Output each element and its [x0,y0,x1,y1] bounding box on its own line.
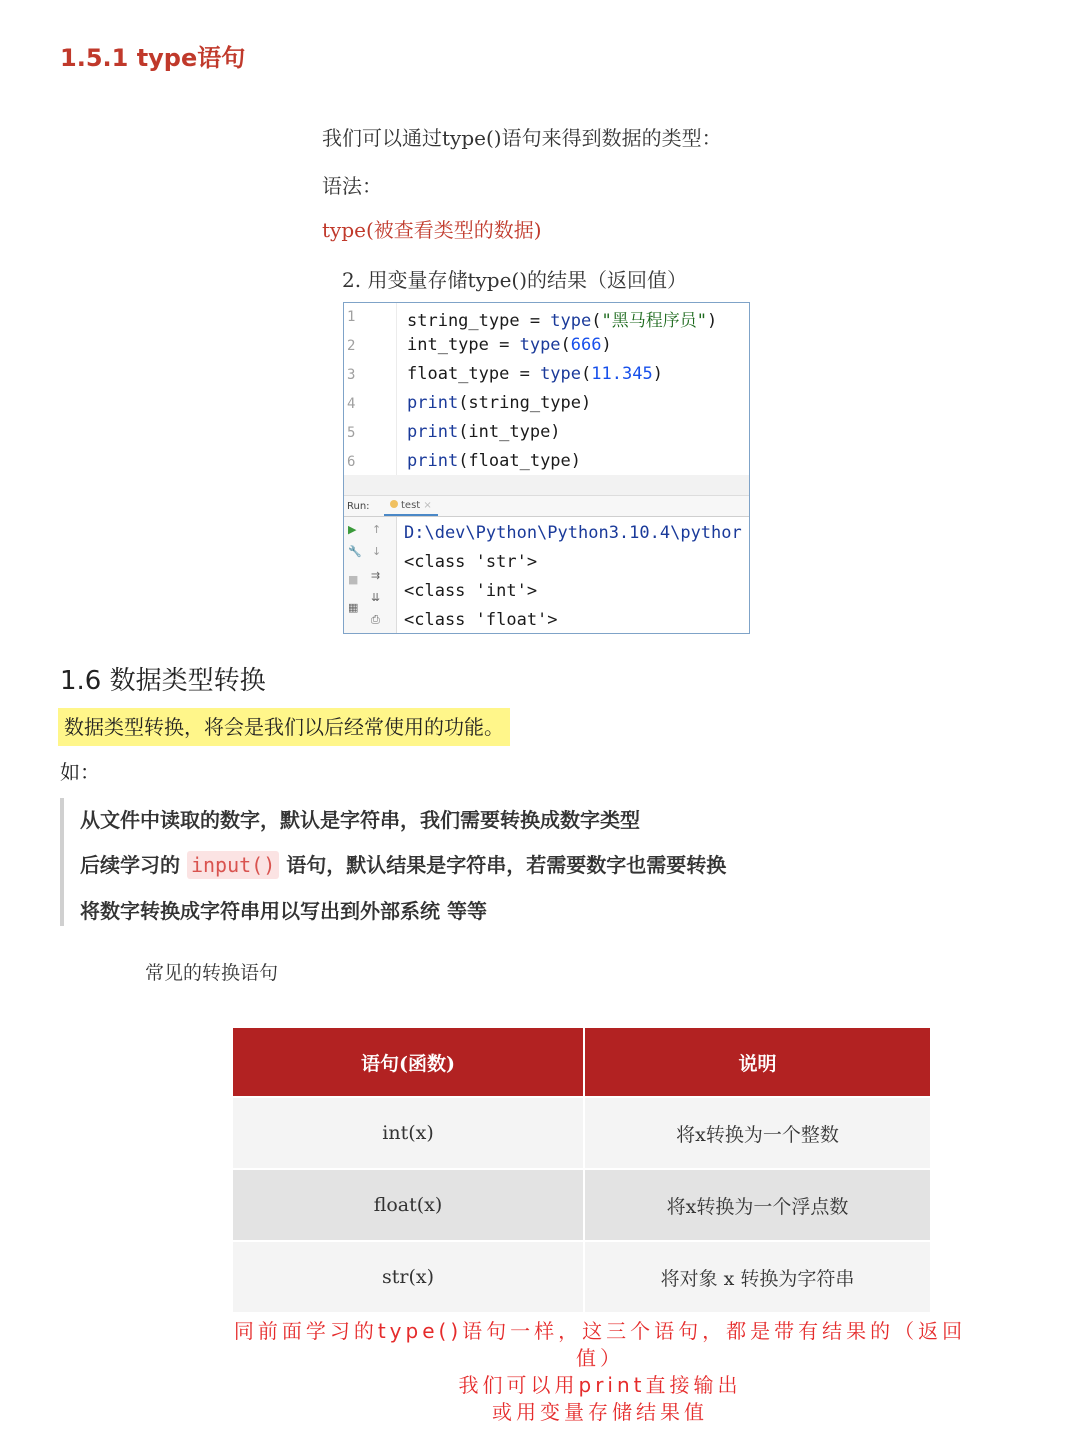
wrap-icon[interactable]: ⇉ [371,569,381,582]
line-number-gutter [344,303,397,475]
syntax-example: type(被查看类型的数据) [322,218,542,242]
output-line: <class 'float'> [404,610,558,630]
line-number: 3 [347,367,356,383]
handwritten-note [230,1318,970,1426]
python-file-icon [390,500,398,508]
example-label: 如： [60,760,100,784]
ide-screenshot [343,302,750,634]
scroll-end-icon[interactable]: ⇊ [371,591,381,604]
blockquote-bar [60,798,64,926]
table-cell: str(x) [233,1241,584,1312]
inline-code: input() [187,851,279,879]
line-number: 2 [347,338,356,354]
wrench-icon[interactable]: 🔧 [348,545,362,558]
note-line: 同前面学习的type()语句一样，这三个语句，都是带有结果的（返回值） [233,1319,967,1370]
output-line: <class 'str'> [404,552,538,572]
syntax-label: 语法： [322,174,382,198]
table-header: 说明 [584,1028,930,1097]
run-icon[interactable]: ▶ [348,523,357,536]
intro-text: 我们可以通过type()语句来得到数据的类型： [322,126,722,150]
line-number: 1 [347,309,356,325]
quote-line: 从文件中读取的数字，默认是字符串，我们需要转换成数字类型 [80,808,640,832]
close-icon[interactable]: × [423,500,432,511]
quote-line: 后续学习的 input() 语句，默认结果是字符串，若需要数字也需要转换 [80,853,727,877]
stop-icon[interactable]: ■ [348,573,359,586]
arrow-up-icon[interactable]: ↑ [372,523,382,536]
editor-divider [344,475,749,496]
table-cell: 将x转换为一个浮点数 [584,1169,930,1241]
table-row [233,1097,930,1169]
line-number: 4 [347,396,356,412]
table-cell: float(x) [233,1169,584,1241]
table-cell: 将对象 x 转换为字符串 [584,1241,930,1312]
note-line: 我们可以用print直接输出 [458,1373,742,1397]
line-number: 6 [347,454,356,470]
code-line: print(int_type) [407,422,561,442]
run-label: Run: [347,501,370,512]
print-icon[interactable]: ⎙ [371,613,380,626]
layout-icon[interactable]: ▦ [348,601,359,614]
section-title-type: 1.5.1 type语句 [60,44,246,72]
section-title-conversion: 1.6 数据类型转换 [60,666,266,696]
highlighted-text: 数据类型转换，将会是我们以后经常使用的功能。 [58,708,510,746]
output-line: <class 'int'> [404,581,538,601]
arrow-down-icon[interactable]: ↓ [372,545,382,558]
line-number: 5 [347,425,356,441]
note-line: 或用变量存储结果值 [492,1400,708,1424]
code-line: print(float_type) [407,451,582,471]
code-line: int_type = type(666) [407,335,612,355]
code-line: string_type = type("黑马程序员") [407,311,718,331]
run-tab-test[interactable]: test × [384,498,438,516]
table-row [233,1169,930,1241]
run-side-toolbar [344,517,397,633]
table-cell: 将x转换为一个整数 [584,1097,930,1169]
code-editor[interactable] [397,303,749,475]
common-statements-label: 常见的转换语句 [145,962,279,984]
table-cell: int(x) [233,1097,584,1169]
quote-line: 将数字转换成字符串用以写出到外部系统 等等 [80,899,487,923]
code-line: print(string_type) [407,393,592,413]
run-toolbar [344,496,749,517]
table-header: 语句(函数) [233,1028,584,1097]
step-2-text: 2. 用变量存储type()的结果（返回值） [342,268,688,292]
table-row [233,1241,930,1312]
code-line: float_type = type(11.345) [407,364,663,384]
output-line: D:\dev\Python\Python3.10.4\pythor [404,523,742,543]
conversion-table [233,1028,930,1312]
